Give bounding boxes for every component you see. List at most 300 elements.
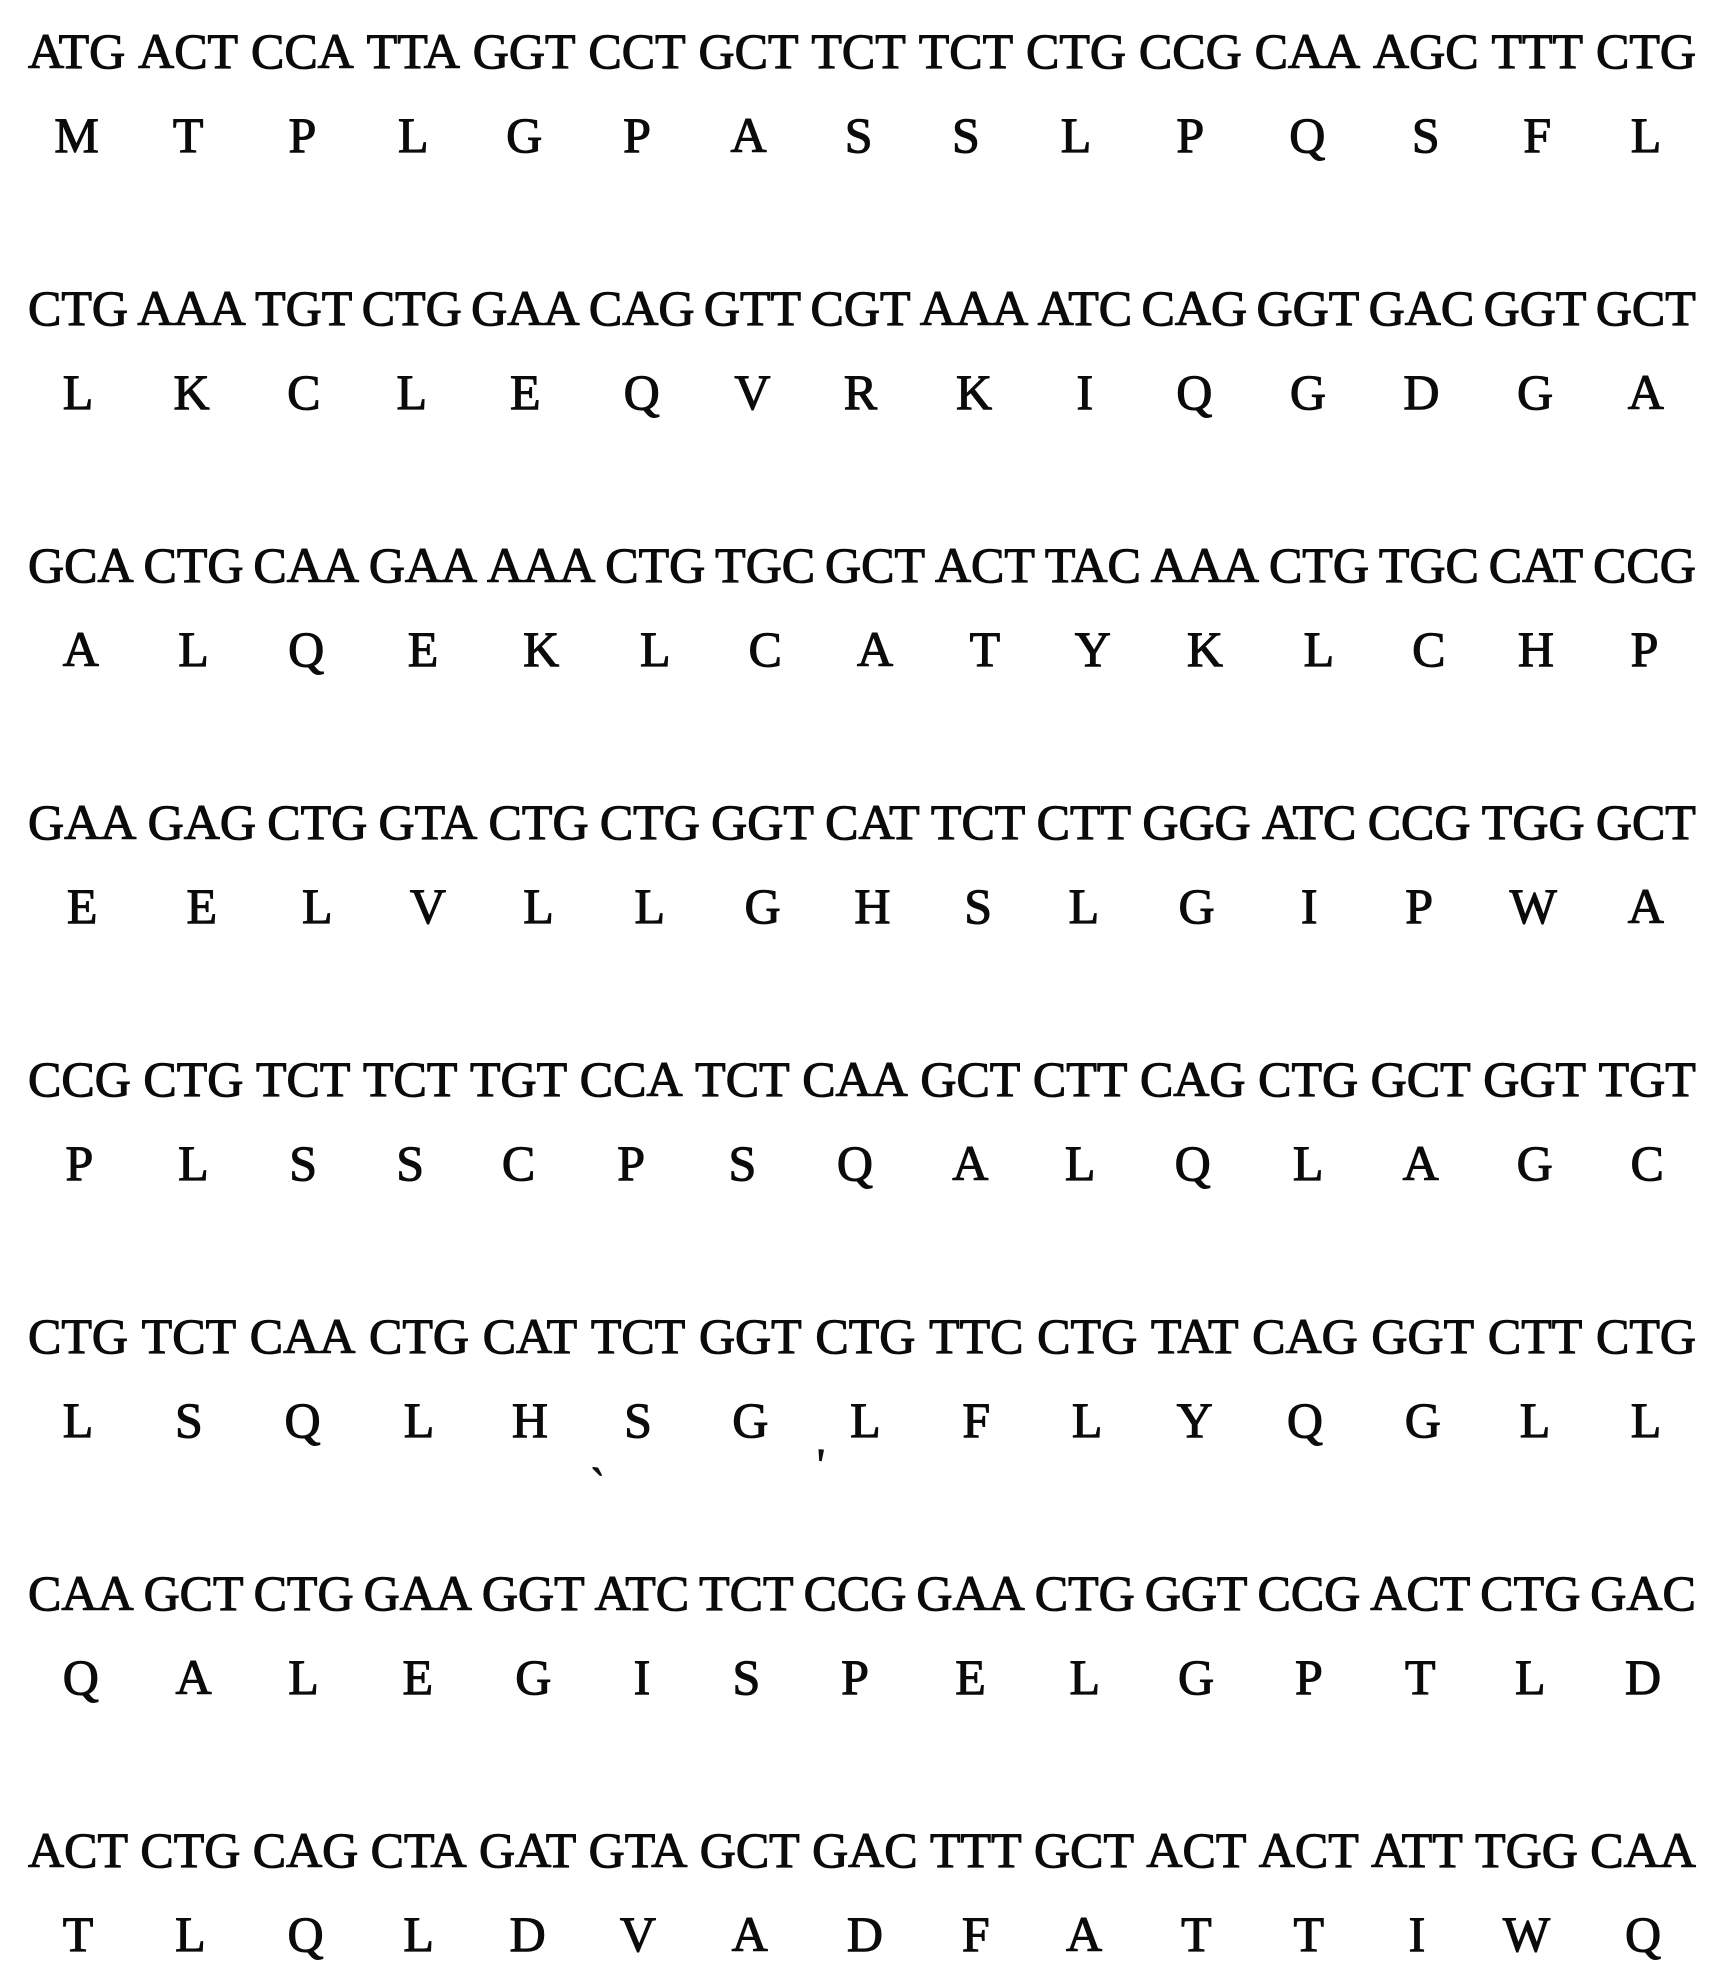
scan-speck-mark: ' [814,1438,827,1491]
codon: CCG [1257,1565,1361,1621]
codon: GGT [472,23,576,79]
codon: CCT [588,23,686,79]
amino-acid: Y [1176,1392,1213,1448]
amino-acid: L [634,878,666,934]
amino-acid: L [403,1392,435,1448]
codon-column [1598,1051,1696,1191]
codon: GAA [28,794,137,850]
codon-column [481,1565,585,1705]
amino-acid: C [1412,621,1446,677]
codon: CTG [28,1308,128,1364]
codon-column [1595,280,1696,420]
codon: CAG [252,1822,359,1878]
codon: CCG [803,1565,907,1621]
codon-column [1371,1308,1475,1448]
codon-column [362,1051,458,1191]
codon: CTT [1032,1051,1128,1107]
codon: ATC [594,1565,690,1621]
codon: GAC [1368,280,1475,336]
codon-column [1138,23,1242,163]
amino-acid: L [1071,1392,1103,1448]
amino-acid: G [515,1649,552,1705]
codon-column [703,280,802,420]
amino-acid: P [1294,1649,1323,1705]
codon: GGT [1144,1565,1248,1621]
amino-acid: L [62,364,94,420]
codon-column [1142,794,1251,934]
codon: TCT [918,23,1014,79]
codon-column [1034,1565,1135,1705]
codon-column [1257,1565,1361,1705]
codon-column [28,1822,128,1962]
codon: CTT [1487,1308,1583,1364]
amino-acid: L [1630,1392,1662,1448]
amino-acid: S [732,1649,761,1705]
codon: ACT [138,23,239,79]
codon: CCG [1138,23,1242,79]
amino-acid: C [748,621,782,677]
codon-column [138,23,239,163]
codon: CTG [1595,1308,1696,1364]
codon: GCT [1595,794,1696,850]
codon-column [370,1822,467,1962]
amino-acid: G [732,1392,769,1448]
codon: GGT [1371,1308,1475,1364]
codon-column [361,280,462,420]
codon: ACT [1146,1822,1247,1878]
codon: CAA [249,1308,356,1364]
codon-column [28,280,128,420]
codon-column [599,794,700,934]
amino-acid: A [62,621,99,677]
codon: CTG [143,1051,244,1107]
codon-column [479,1822,577,1962]
codon: GAC [1590,1565,1696,1621]
amino-acid: S [289,1135,318,1191]
codon-column [825,794,920,934]
amino-acid: L [1292,1135,1324,1191]
codon: CTG [1034,1565,1135,1621]
codon: GCT [143,1565,244,1621]
codon-column [1146,1822,1247,1962]
codon: TTT [930,1822,1022,1878]
amino-acid: W [1502,1906,1551,1962]
codon: TTC [929,1308,1024,1364]
amino-acid: R [843,364,878,420]
amino-acid: P [623,107,651,163]
amino-acid: P [617,1135,646,1191]
amino-acid: G [1516,364,1554,420]
scan-speck-mark: ` [584,1458,607,1511]
codon: AAA [487,537,596,593]
codon: CAG [588,280,695,336]
amino-acid: L [62,1392,94,1448]
amino-acid: L [403,1906,434,1962]
codon-column [1483,280,1587,420]
codon-column [711,794,814,934]
codon: CTG [1026,23,1126,79]
codon-column [1032,1051,1128,1191]
codon-column [1037,280,1133,420]
amino-acid: D [1403,364,1440,420]
amino-acid: S [1411,107,1440,163]
codon: ATT [1371,1822,1463,1878]
amino-acid: E [955,1649,986,1705]
codon-column [810,280,911,420]
codon-column [1256,280,1360,420]
codon-column [1480,1565,1581,1705]
codon-column [368,537,478,677]
codon-column [1595,23,1696,163]
amino-acid: A [856,621,894,677]
amino-acid: E [186,878,218,934]
codon: TTA [366,23,460,79]
codon-column [579,1051,683,1191]
codon: CTG [815,1308,916,1364]
codon-column [1139,1051,1246,1191]
codon-column [267,794,368,934]
codon-block [28,1308,1696,1448]
codon: CTG [140,1822,241,1878]
codon-column [253,1565,354,1705]
amino-acid: K [956,364,993,420]
codon-column [1590,1822,1696,1962]
codon: CTG [605,537,706,593]
amino-acid: S [844,107,873,163]
codon: CAG [1141,280,1248,336]
codon-column [698,1308,802,1448]
codon: CTG [1258,1051,1359,1107]
codon: TGG [1475,1822,1578,1878]
codon-column [929,1308,1024,1448]
codon-column [1370,1051,1471,1191]
amino-acid: L [1519,1392,1551,1448]
codon-column [588,23,686,163]
amino-acid: S [396,1135,425,1191]
codon-column [1371,1822,1463,1962]
codon-column [588,1822,688,1962]
codon: CAT [1488,537,1584,593]
amino-acid: A [1065,1906,1103,1962]
codon: ATC [1261,794,1357,850]
codon-column [1475,1822,1578,1962]
codon-column [920,1051,1021,1191]
codon-column [590,1308,686,1448]
amino-acid: V [619,1906,657,1962]
codon: CTG [1595,23,1696,79]
codon-column [1150,1308,1239,1448]
codon: GTT [703,280,802,336]
amino-acid: L [1630,107,1662,163]
amino-acid: A [1402,1135,1439,1191]
codon: TGT [255,280,353,336]
codon: TCT [362,1051,458,1107]
codon: CAT [825,794,920,850]
codon: TGC [715,537,816,593]
codon: ATG [28,23,126,79]
amino-acid: A [1627,364,1664,420]
codon-column [141,1308,237,1448]
amino-acid: A [730,107,767,163]
amino-acid: Q [1624,1906,1662,1962]
amino-acid: L [523,878,554,934]
amino-acid: G [744,878,781,934]
codon-column [147,794,256,934]
codon-column [472,23,576,163]
codon: AAA [1150,537,1260,593]
amino-acid: S [952,107,980,163]
codon: GGT [698,1308,802,1364]
codon-column [488,794,589,934]
codon-column [802,1051,908,1191]
amino-acid: T [1405,1649,1436,1705]
codon-column [1268,537,1369,677]
codon: TGG [1481,794,1585,850]
amino-acid: K [173,364,210,420]
amino-acid: V [734,364,771,420]
amino-acid: G [1178,878,1215,934]
codon-column [28,1308,128,1448]
codon: CAA [1254,23,1361,79]
codon: CAA [28,1565,134,1621]
codon-column [930,1822,1022,1962]
amino-acid: T [969,621,1001,677]
codon: TTT [1491,23,1584,79]
codon: TCT [255,1051,351,1107]
codon-column [1258,1051,1359,1191]
amino-acid: P [1630,621,1659,677]
codon: ACT [934,537,1035,593]
codon: AGC [1373,23,1479,79]
codon: GAA [363,1565,472,1621]
amino-acid: Q [62,1649,99,1705]
codon-column [1595,794,1696,934]
codon: GGG [1142,794,1251,850]
amino-acid: F [962,1392,991,1448]
codon: CTT [1036,794,1132,850]
codon-column [934,537,1035,677]
amino-acid: A [1627,878,1664,934]
amino-acid: L [1064,1135,1096,1191]
amino-acid: I [633,1649,651,1705]
amino-acid: G [1178,1649,1215,1705]
amino-acid: I [1076,364,1094,420]
codon-column [143,1565,244,1705]
codon: CTG [1480,1565,1581,1621]
codon: TGT [470,1051,568,1107]
amino-acid: L [1303,621,1335,677]
codon: GCT [1595,280,1696,336]
amino-acid: Y [1074,621,1111,677]
codon: GTA [378,794,478,850]
codon-column [1595,1308,1696,1448]
amino-acid: H [511,1392,548,1448]
codon: CTA [370,1822,467,1878]
codon-column [812,1822,918,1962]
codon: GTA [588,1822,688,1878]
codon: CCG [1367,794,1471,850]
codon: TGT [1598,1051,1696,1107]
codon-column [918,23,1014,163]
codon-column [1044,537,1141,677]
amino-acid: T [62,1906,94,1962]
amino-acid: M [54,107,99,163]
codon-column [930,794,1026,934]
amino-acid: L [288,1649,319,1705]
amino-acid: V [409,878,446,934]
codon-column [28,537,134,677]
codon-column [1026,23,1126,163]
amino-acid: H [854,878,891,934]
amino-acid: A [952,1135,989,1191]
codon-block [28,1565,1696,1705]
amino-acid: W [1509,878,1557,934]
codon-block [28,1051,1696,1191]
codon: CAA [1590,1822,1696,1878]
codon-column [482,1308,578,1448]
amino-acid: Q [1176,364,1213,420]
codon-column [253,537,359,677]
codon-column [1036,794,1132,934]
codon-column [363,1565,472,1705]
amino-acid: I [1408,1906,1426,1962]
codon-column [1034,1822,1135,1962]
codon-column [143,1051,244,1191]
codon: GAG [147,794,256,850]
amino-acid: S [624,1392,652,1448]
codon-column [470,1051,568,1191]
codon: CTG [1268,537,1369,593]
amino-acid: I [1300,878,1318,934]
codon: TAT [1150,1308,1239,1364]
codon-column [699,1565,794,1705]
amino-acid: H [1517,621,1554,677]
codon-column [1481,794,1585,934]
codon: CTG [28,280,128,336]
amino-acid: G [1404,1392,1441,1448]
codon-column [919,280,1029,420]
codon: CCA [579,1051,683,1107]
codon: GCT [698,23,799,79]
codon: TCT [930,794,1026,850]
codon: CTG [361,280,462,336]
codon: AAA [137,280,246,336]
amino-acid: T [1181,1906,1212,1962]
codon-column [369,1308,470,1448]
amino-acid: Q [284,1392,321,1448]
codon-column [143,537,244,677]
codon: CAG [1139,1051,1246,1107]
codon-column [28,1051,131,1191]
codon: GAA [471,280,580,336]
codon-block [28,280,1696,420]
codon-column [1150,537,1260,677]
amino-acid: G [506,107,543,163]
codon-column [1593,537,1696,677]
codon: CTG [1037,1308,1138,1364]
codon: ATC [1037,280,1133,336]
amino-acid: A [175,1649,212,1705]
codon-column [1261,794,1357,934]
amino-acid: F [961,1906,990,1962]
codon: GCT [1370,1051,1471,1107]
amino-acid: L [1060,107,1092,163]
codon: GCT [825,537,926,593]
codon: TCT [590,1308,686,1364]
codon-column [252,1822,359,1962]
amino-acid: Q [1174,1135,1211,1191]
codon: CAG [1252,1308,1358,1364]
codon: GGT [1483,1051,1587,1107]
codon-column [255,1051,351,1191]
codon-column [699,1822,800,1962]
codon: GAT [479,1822,577,1878]
codon: GCT [699,1822,800,1878]
amino-acid: C [501,1135,536,1191]
codon-column [249,1308,356,1448]
codon: GAA [916,1565,1025,1621]
codon: GAC [812,1822,918,1878]
amino-acid: P [65,1135,94,1191]
codon: CAT [482,1308,578,1364]
amino-acid: C [1630,1135,1664,1191]
codon: CCG [1593,537,1696,593]
codon-column [1037,1308,1138,1448]
amino-acid: S [174,1392,203,1448]
codon-column [140,1822,241,1962]
amino-acid: F [1523,107,1552,163]
amino-acid: D [846,1906,883,1962]
codon-column [471,280,580,420]
amino-acid: L [1069,1649,1100,1705]
amino-acid: S [728,1135,757,1191]
codon: CTG [143,537,244,593]
codon-column [1258,1822,1359,1962]
amino-acid: P [1176,107,1205,163]
codon-column [715,537,816,677]
codon-column [1370,1565,1471,1705]
amino-acid: G [1289,364,1326,420]
amino-acid: L [397,107,429,163]
amino-acid: L [178,621,209,677]
codon-column [255,280,353,420]
codon-block [28,23,1696,163]
codon: CAA [253,537,359,593]
codon: CTG [369,1308,470,1364]
amino-acid: Q [287,1906,324,1962]
amino-acid: Q [1286,1392,1324,1448]
codon: CGT [810,280,911,336]
amino-acid: P [1405,878,1434,934]
codon: ACT [1370,1565,1471,1621]
amino-acid: Q [836,1135,874,1191]
codon: TCT [695,1051,790,1107]
amino-acid: E [407,621,439,677]
codon-column [487,537,596,677]
codon-column [28,1565,134,1705]
amino-acid: L [175,1906,206,1962]
codon: CTG [267,794,368,850]
codon: GCT [1034,1822,1135,1878]
codon: GCT [920,1051,1021,1107]
codon-column [1144,1565,1248,1705]
codon-column [1368,280,1475,420]
codon-block [28,537,1696,677]
codon-column [1252,1308,1358,1448]
codon-column [588,280,695,420]
amino-acid: S [964,878,993,934]
amino-acid: Q [288,621,325,677]
